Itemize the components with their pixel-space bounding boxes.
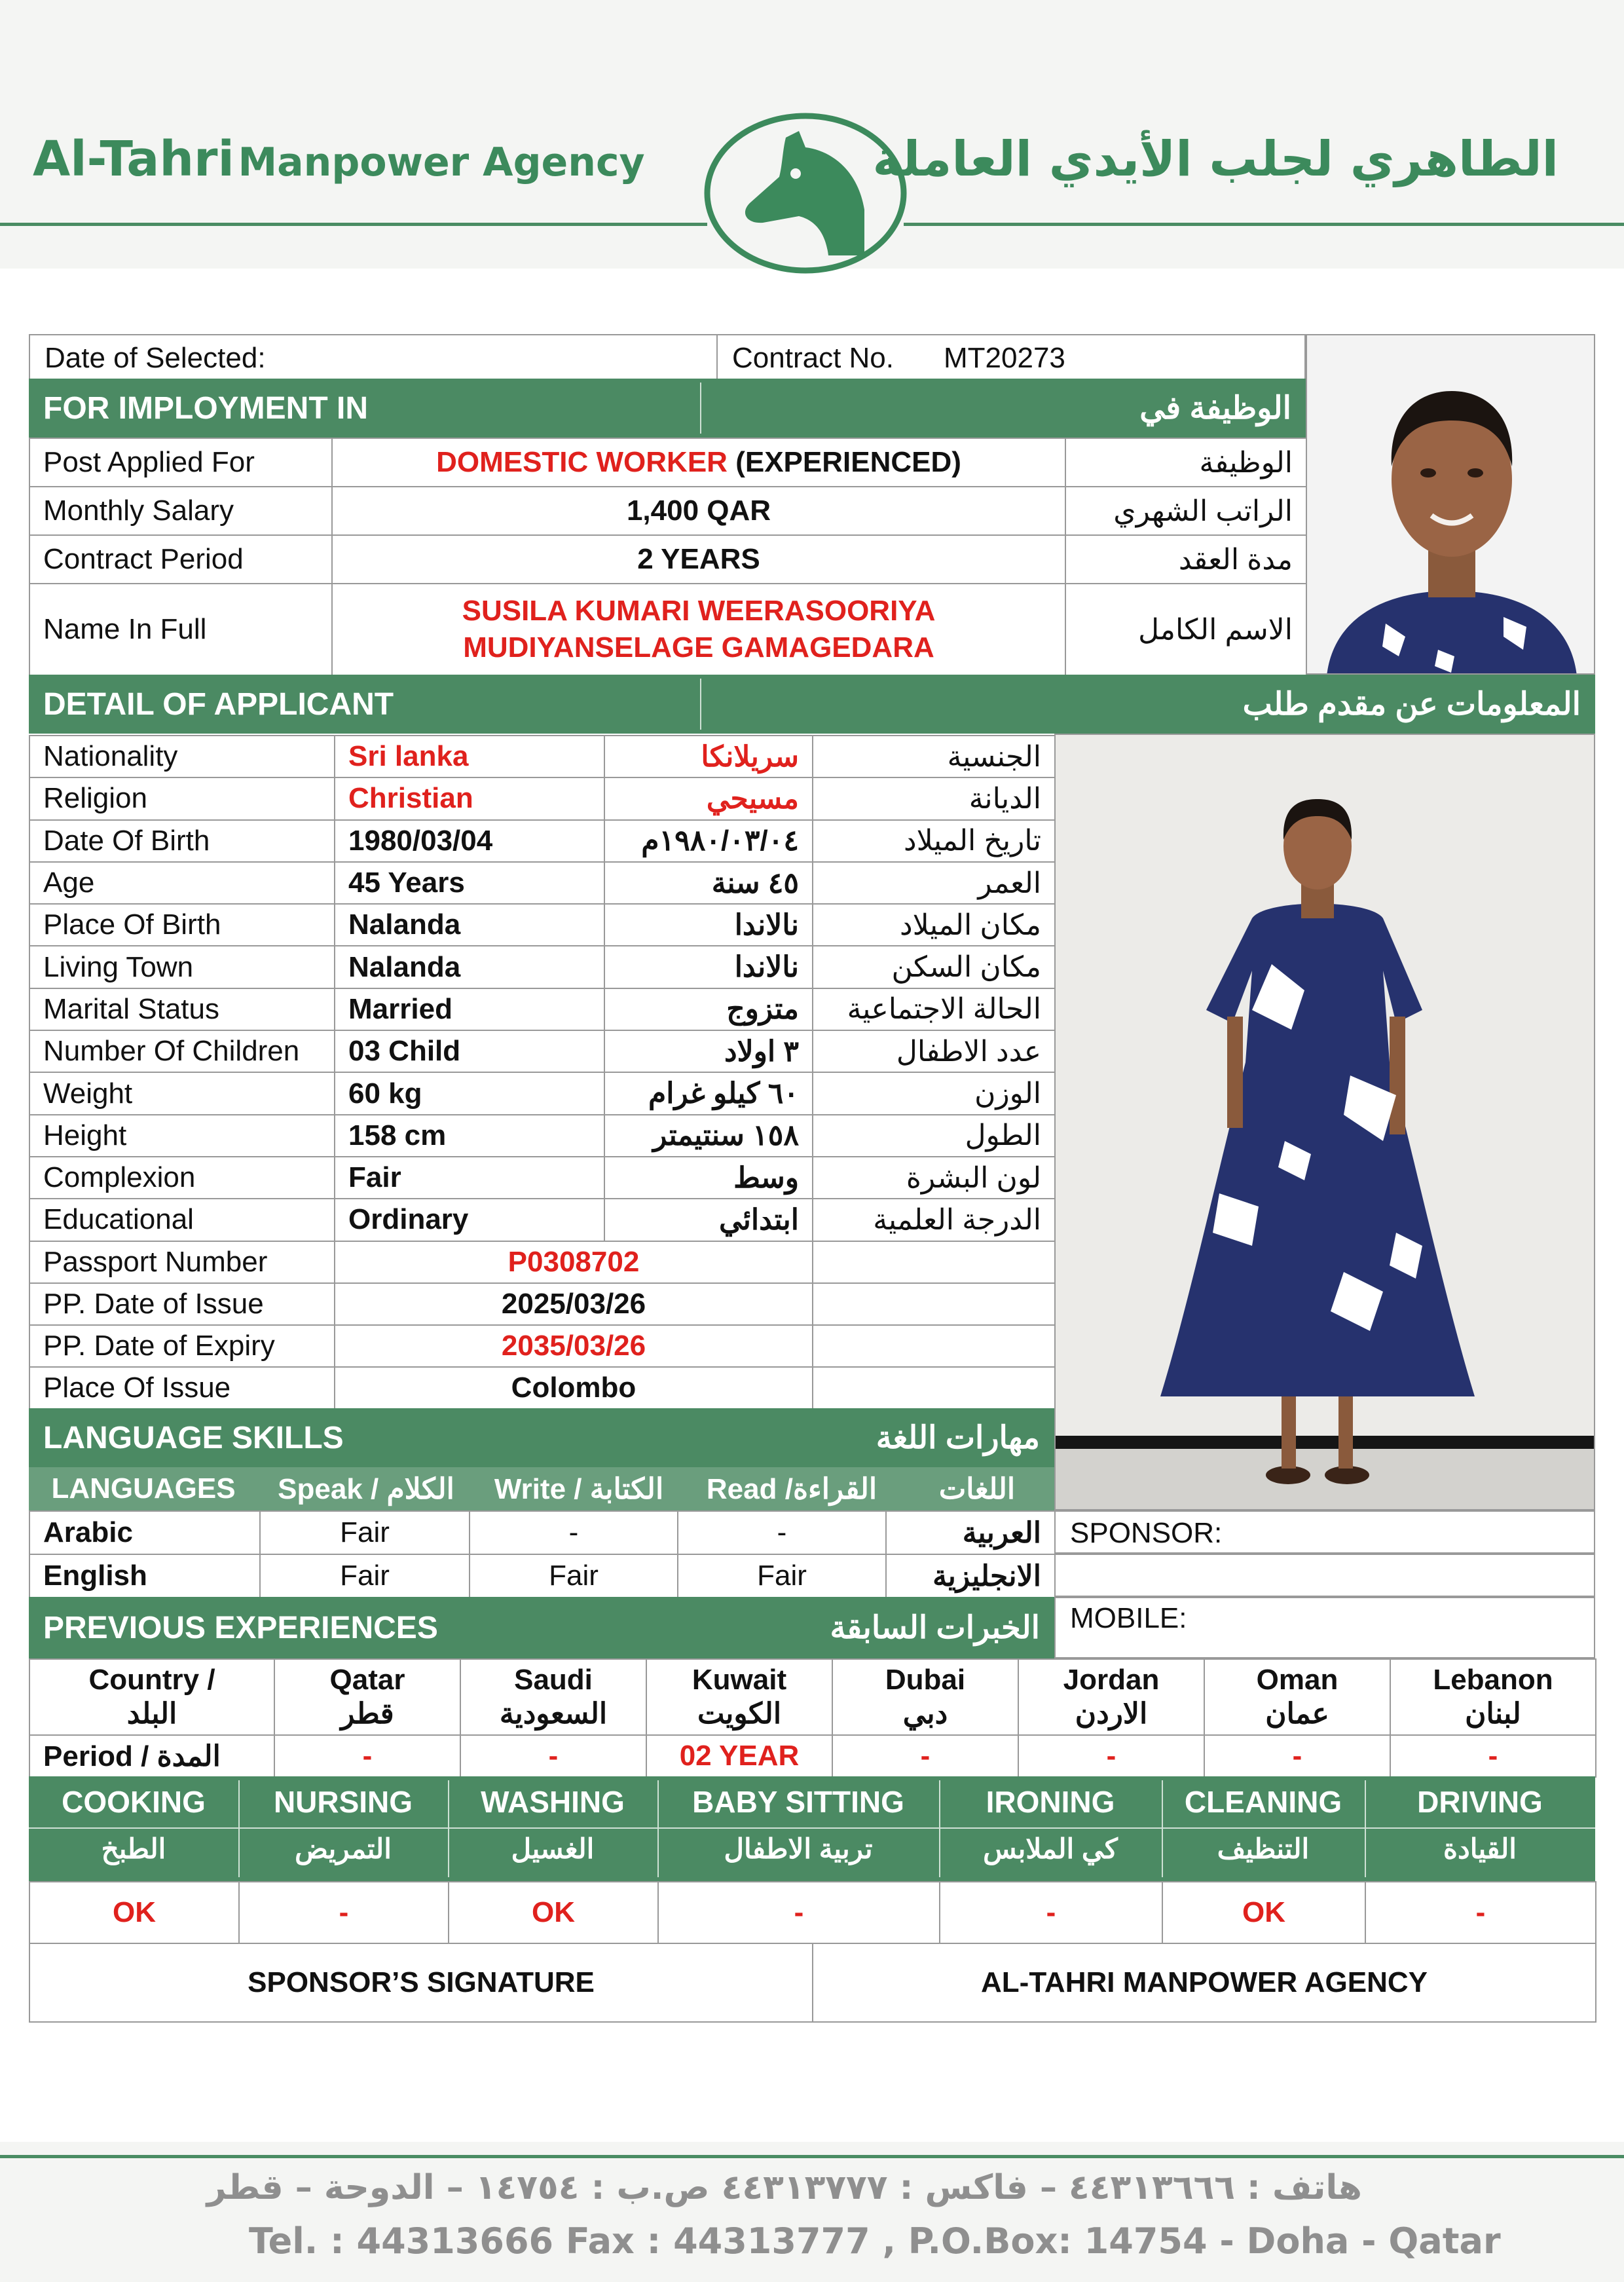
period-cell: - — [274, 1735, 460, 1777]
footer-contact-arabic: هاتف : ٤٤٣١٣٦٦٦ – فاكس : ٤٤٣١٣٧٧٧ ص.ب : ١٤٧٥٤ – الدوحة – قطر — [206, 2168, 1362, 2207]
table-row: Number Of Children 03 Child ٣ اولاد عدد الاطفال — [29, 1030, 1055, 1072]
period-cell: 02 YEAR — [646, 1735, 832, 1777]
skill-value: - — [1365, 1882, 1596, 1943]
date-selected-cell: Date of Selected: — [29, 334, 718, 380]
table-row: Nationality Sri lanka سريلانكا الجنسية — [29, 736, 1055, 777]
skill-value: - — [658, 1882, 940, 1943]
signature-table — [29, 1943, 1596, 2023]
passport-table — [29, 1241, 1056, 1410]
table-row: Living Town Nalanda نالاندا مكان السكن — [29, 946, 1055, 988]
full-name-value: SUSILA KUMARI WEERASOORIYA MUDIYANSELAGE GAMAGEDARA — [332, 584, 1065, 675]
table-row: Passport Number P0308702 — [29, 1241, 1055, 1283]
employment-section-header: FOR IMPLOYMENT IN الوظيفة في — [29, 379, 1306, 438]
skill-label-arabic: الغسيل — [511, 1833, 595, 1864]
skill-label: IRONING — [986, 1785, 1115, 1819]
period-cell: - — [1390, 1735, 1596, 1777]
divider — [238, 1780, 240, 1877]
sponsor-cell: SPONSOR: — [1054, 1510, 1595, 1554]
skill-label-arabic: القيادة — [1443, 1833, 1517, 1864]
skill-label: COOKING — [62, 1785, 206, 1819]
applicant-section-header: DETAIL OF APPLICANT المعلومات عن مقدم طلب — [29, 675, 1595, 734]
table-row: Educational Ordinary ابتدائي الدرجة العلمية — [29, 1199, 1055, 1241]
table-row: Name In Full SUSILA KUMARI WEERASOORIYA MUDIYANSELAGE GAMAGEDARA الاسم الكامل — [29, 584, 1306, 675]
mobile-cell: MOBILE: — [1054, 1597, 1595, 1658]
table-row: Place Of Issue Colombo — [29, 1367, 1055, 1409]
period-cell: - — [832, 1735, 1018, 1777]
country-cell: Saudi السعودية — [460, 1659, 646, 1735]
experience-table — [29, 1658, 1596, 1778]
divider — [1162, 1780, 1163, 1877]
skill-value: - — [940, 1882, 1162, 1943]
table-row: Date Of Birth 1980/03/04 ١٩٨٠/٠٣/٠٤م تاريخ الميلاد — [29, 820, 1055, 862]
skill-value: OK — [29, 1882, 239, 1943]
country-cell: Oman عمان — [1204, 1659, 1390, 1735]
table-row: Complexion Fair وسط لون البشرة — [29, 1157, 1055, 1199]
table-row — [29, 1943, 1596, 2022]
divider — [657, 1780, 659, 1877]
agency-name-arabic: الطاهري لجلب الأيدي العاملة — [872, 131, 1559, 187]
post-applied-value: DOMESTIC WORKER (EXPERIENCED) — [332, 438, 1065, 487]
skill-value: OK — [449, 1882, 658, 1943]
country-cell: Qatar قطر — [274, 1659, 460, 1735]
sponsor-blank-cell — [1054, 1554, 1595, 1597]
language-table — [29, 1510, 1056, 1598]
agency-name-english: Al-Tahri Manpower Agency — [33, 131, 645, 187]
skill-label: WASHING — [481, 1785, 625, 1819]
sponsor-signature-label: SPONSOR’S SIGNATURE — [29, 1943, 813, 2022]
divider — [1365, 1780, 1366, 1877]
period-cell: - — [1204, 1735, 1390, 1777]
full-body-photo — [1054, 734, 1595, 1510]
contract-number: MT20273 — [944, 342, 1065, 374]
country-cell: Dubai دبي — [832, 1659, 1018, 1735]
skill-label: CLEANING — [1184, 1785, 1342, 1819]
country-cell: Kuwait الكويت — [646, 1659, 832, 1735]
contract-period-value: 2 YEARS — [332, 535, 1065, 584]
skill-value: - — [239, 1882, 449, 1943]
table-row: Contract Period 2 YEARS مدة العقد — [29, 535, 1306, 584]
divider — [939, 1780, 940, 1877]
salary-value: 1,400 QAR — [332, 487, 1065, 535]
language-section-header: LANGUAGE SKILLS مهارات اللغة — [29, 1408, 1054, 1467]
table-row: Age 45 Years ٤٥ سنة العمر — [29, 862, 1055, 904]
skill-value: OK — [1162, 1882, 1365, 1943]
contract-no-cell: Contract No. MT20273 — [716, 334, 1306, 380]
table-row: Marital Status Married متزوج الحالة الاجتماعية — [29, 988, 1055, 1030]
experience-section-header: PREVIOUS EXPERIENCES الخبرات السابقة — [29, 1597, 1054, 1658]
table-row: Place Of Birth Nalanda نالاندا مكان الميلاد — [29, 904, 1055, 946]
employment-table — [29, 438, 1307, 676]
agency-signature-label: AL-TAHRI MANPOWER AGENCY — [813, 1943, 1596, 2022]
table-row: Country / البلد Qatar قطر Saudi السعودية Kuwait الكويت Dubai دبي Jordan الاردن Oman عمان Lebanon لبنان — [29, 1659, 1596, 1735]
skill-label: BABY SITTING — [692, 1785, 904, 1819]
skill-label-arabic: تربية الاطفال — [724, 1833, 873, 1864]
headshot-photo — [1306, 334, 1595, 675]
table-row: Religion Christian مسيحي الديانة — [29, 777, 1055, 819]
table-row: Height 158 cm ١٥٨ سنتيمتر الطول — [29, 1115, 1055, 1157]
table-row: PP. Date of Expiry 2035/03/26 — [29, 1325, 1055, 1367]
skill-label: DRIVING — [1417, 1785, 1543, 1819]
table-row: PP. Date of Issue 2025/03/26 — [29, 1283, 1055, 1325]
table-row: Weight 60 kg ٦٠ كيلو غرام الوزن — [29, 1072, 1055, 1114]
divider — [29, 1827, 1595, 1829]
language-column-headers: LANGUAGES Speak / الكلام Write / الكتابة Read /القراءة اللغات — [29, 1467, 1054, 1510]
footer-contact-english: Tel. : 44313666 Fax : 44313777 , P.O.Box: 14754 - Doha - Qatar — [249, 2220, 1501, 2262]
country-cell: Jordan الاردن — [1018, 1659, 1204, 1735]
table-row: Period / المدة - - 02 YEAR - - - - — [29, 1735, 1596, 1777]
skill-label-arabic: كي الملابس — [983, 1833, 1118, 1864]
country-cell: Lebanon لبنان — [1390, 1659, 1596, 1735]
skill-label: NURSING — [273, 1785, 413, 1819]
skills-table — [29, 1881, 1596, 1944]
period-cell: - — [1018, 1735, 1204, 1777]
table-row: Monthly Salary 1,400 QAR الراتب الشهري — [29, 487, 1306, 535]
table-row: Post Applied For DOMESTIC WORKER (EXPERIENCED) الوظيفة — [29, 438, 1306, 487]
skill-label-arabic: الطبخ — [101, 1833, 166, 1864]
table-row: Arabic Fair - - العربية — [29, 1511, 1055, 1554]
skill-label-arabic: التمريض — [295, 1833, 392, 1864]
header-rule-left — [0, 223, 707, 226]
period-cell: - — [460, 1735, 646, 1777]
skills-header — [29, 1776, 1595, 1881]
table-row: English Fair Fair Fair الانجليزية — [29, 1554, 1055, 1598]
header-rule-right — [904, 223, 1624, 226]
divider — [448, 1780, 449, 1877]
skill-label-arabic: التنظيف — [1217, 1833, 1310, 1864]
table-row — [29, 1882, 1596, 1943]
applicant-details-table — [29, 735, 1056, 1242]
letterhead — [0, 0, 1624, 269]
